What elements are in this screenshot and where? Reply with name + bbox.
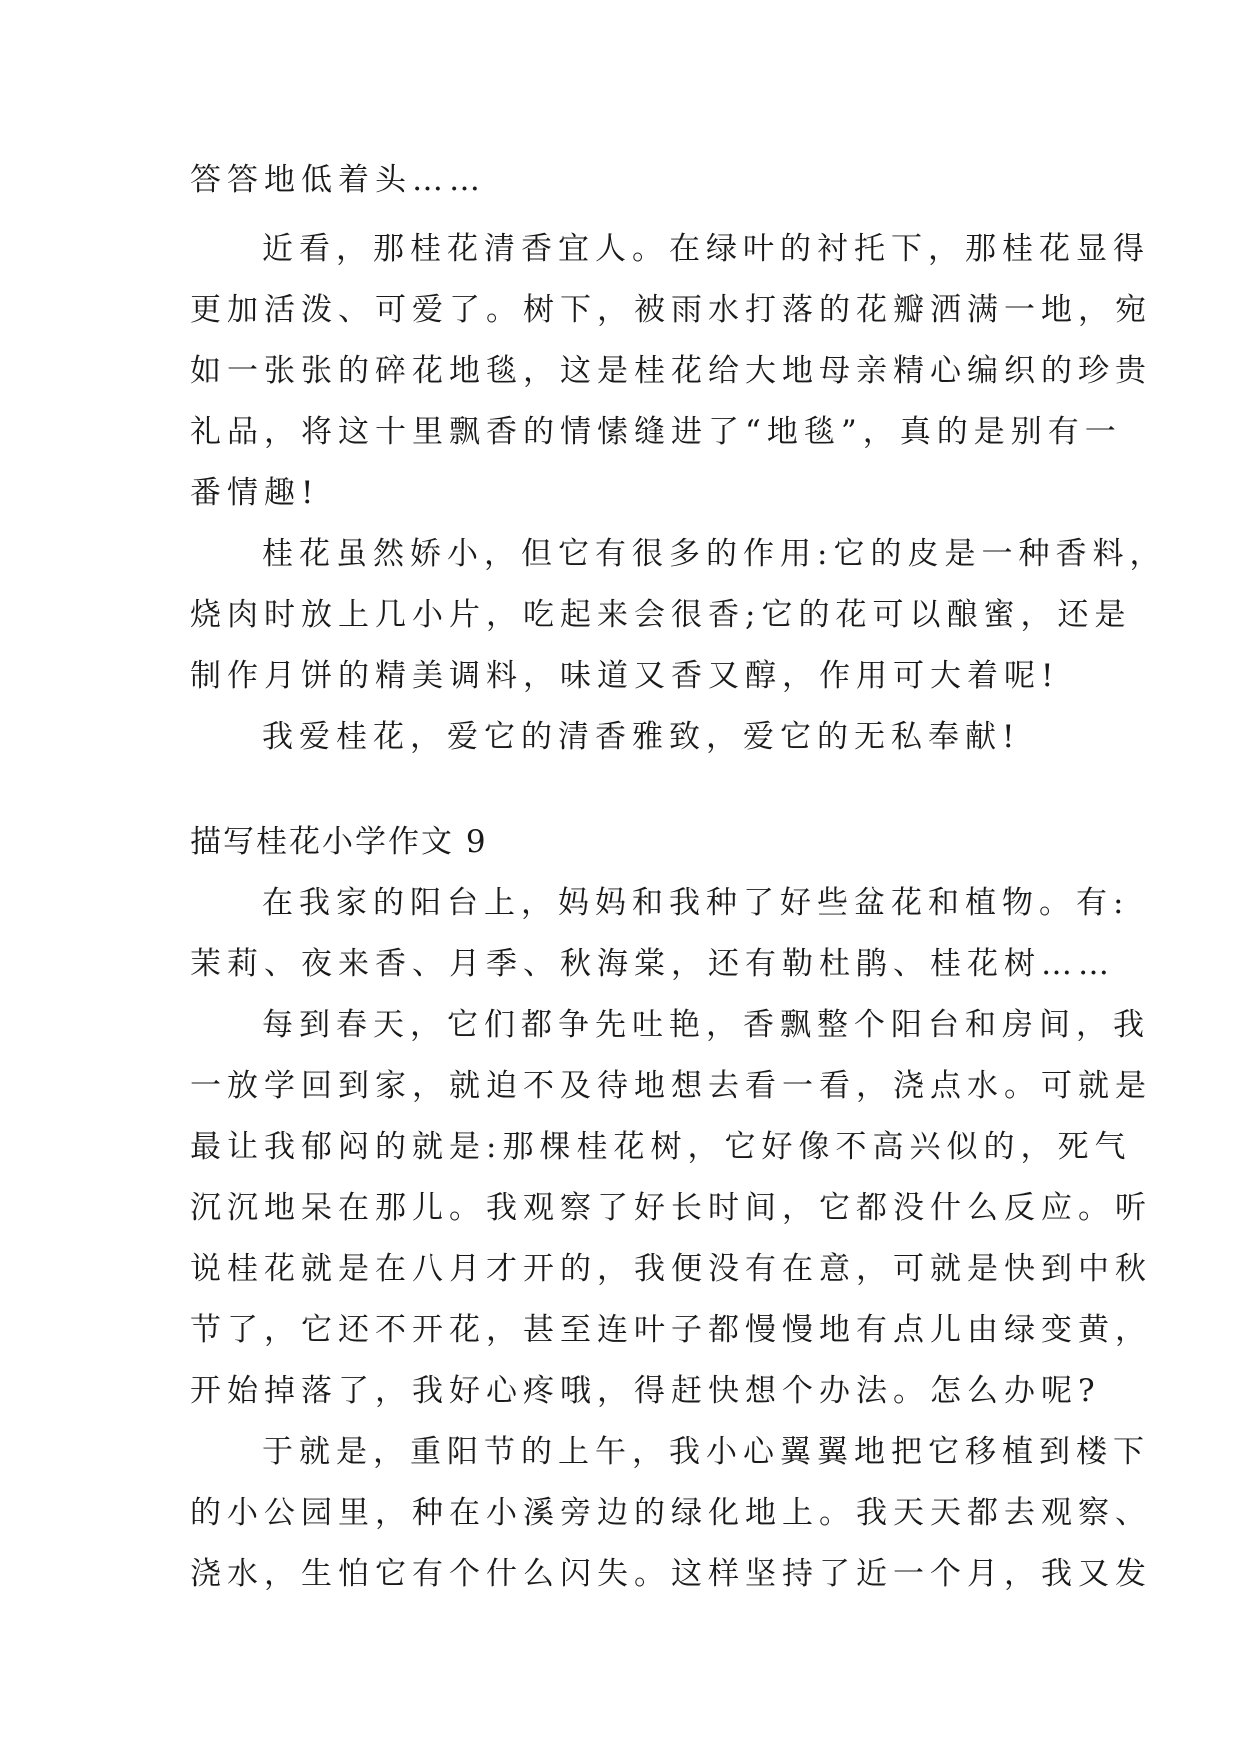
text-line: 更加活泼、可爱了。树下，被雨水打落的花瓣洒满一地，宛: [190, 292, 1152, 328]
text-line: 于就是，重阳节的上午，我小心翼翼地把它移植到楼下: [262, 1434, 1150, 1470]
text-line: 答答地低着头……: [190, 162, 486, 198]
text-line: 每到春天，它们都争先吐艳，香飘整个阳台和房间，我: [262, 1007, 1150, 1043]
section-heading: 描写桂花小学作文 9: [190, 824, 488, 860]
text-line: 烧肉时放上几小片，吃起来会很香;它的花可以酿蜜，还是: [190, 597, 1132, 633]
text-line: 番情趣!: [190, 475, 320, 511]
text-line: 节了，它还不开花，甚至连叶子都慢慢地有点儿由绿变黄，: [190, 1312, 1152, 1348]
text-line: 最让我郁闷的就是:那棵桂花树，它好像不高兴似的，死气: [190, 1129, 1132, 1165]
text-line: 桂花虽然娇小，但它有很多的作用:它的皮是一种香料，: [262, 536, 1167, 572]
text-body: [190, 0, 1167, 1754]
text-line: 说桂花就是在八月才开的，我便没有在意，可就是快到中秋: [190, 1251, 1152, 1287]
text-line: 在我家的阳台上，妈妈和我种了好些盆花和植物。有:: [262, 885, 1130, 921]
text-line: 我爱桂花，爱它的清香雅致，爱它的无私奉献!: [262, 719, 1021, 755]
text-line: 近看，那桂花清香宜人。在绿叶的衬托下，那桂花显得: [262, 231, 1150, 267]
text-line: 制作月饼的精美调料，味道又香又醇，作用可大着呢!: [190, 658, 1060, 694]
text-line: 沉沉地呆在那儿。我观察了好长时间，它都没什么反应。听: [190, 1190, 1152, 1226]
text-line: 一放学回到家，就迫不及待地想去看一看，浇点水。可就是: [190, 1068, 1152, 1104]
text-line: 开始掉落了，我好心疼哦，得赶快想个办法。怎么办呢?: [190, 1373, 1101, 1409]
text-line: 礼品，将这十里飘香的情愫缝进了“地毯”，真的是别有一: [190, 414, 1122, 450]
text-line: 茉莉、夜来香、月季、秋海棠，还有勒杜鹃、桂花树……: [190, 946, 1115, 982]
text-line: 浇水，生怕它有个什么闪失。这样坚持了近一个月，我又发: [190, 1556, 1152, 1592]
text-line: 的小公园里，种在小溪旁边的绿化地上。我天天都去观察、: [190, 1495, 1152, 1531]
text-line: 如一张张的碎花地毯，这是桂花给大地母亲精心编织的珍贵: [190, 353, 1152, 389]
